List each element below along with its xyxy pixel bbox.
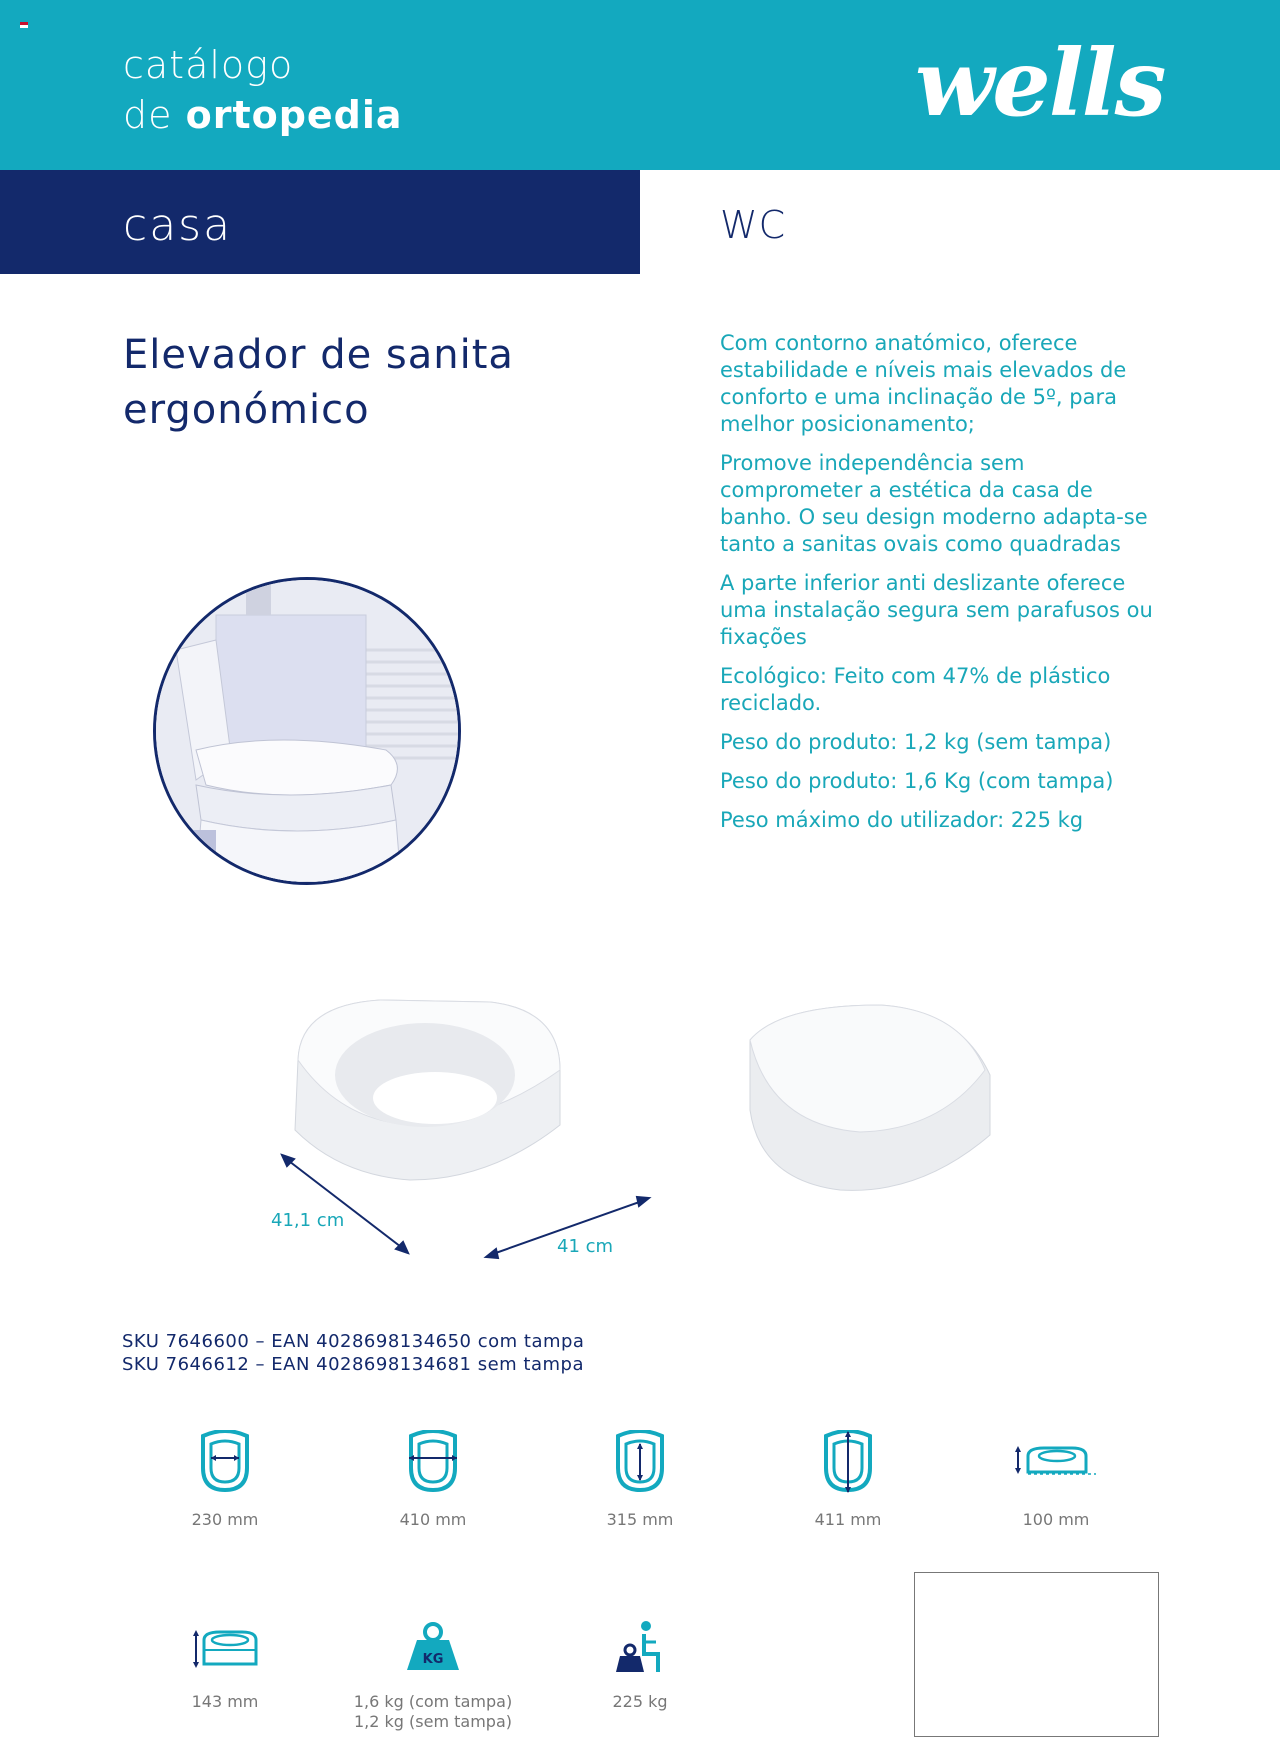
description-paragraph: Promove independência sem comprometer a estética da casa de banho. O seu design moderno adapta-se tanto a sanitas ovais como quadradas bbox=[720, 451, 1148, 556]
description-paragraph: Com contorno anatómico, oferece estabilidade e níveis mais elevados de conforto e uma inclinação de 5º, para melhor posicionamento; bbox=[720, 331, 1127, 436]
description-paragraph: Ecológico: Feito com 47% de plástico reciclado. bbox=[720, 664, 1111, 715]
spec-label: 143 mm bbox=[191, 1692, 259, 1711]
dimension-label-depth: 41,1 cm bbox=[271, 1210, 345, 1231]
outer-width-icon bbox=[403, 1430, 463, 1494]
spec-label: 410 mm bbox=[399, 1510, 467, 1529]
spec-label: 100 mm bbox=[1022, 1510, 1090, 1529]
spec-height-rear bbox=[135, 1620, 315, 1712]
subsection-title: WC bbox=[720, 203, 787, 247]
product-title-line-1: Elevador de sanita bbox=[123, 332, 514, 378]
product-renders bbox=[260, 980, 1100, 1280]
product-title-line-2: ergonómico bbox=[123, 387, 370, 433]
spec-label bbox=[343, 1692, 523, 1732]
catalog-title bbox=[123, 40, 403, 140]
spec-label: 411 mm bbox=[814, 1510, 882, 1529]
product-description bbox=[720, 330, 1160, 846]
catalog-line-1: catálogo bbox=[123, 43, 294, 87]
description-paragraph: A parte inferior anti deslizante oferece uma instalação segura sem parafusos ou fixações bbox=[720, 571, 1153, 649]
spec-weight bbox=[343, 1620, 523, 1732]
spec-label-line-2: 1,2 kg (sem tampa) bbox=[354, 1712, 512, 1731]
spec-label: 230 mm bbox=[191, 1510, 259, 1529]
riser-without-lid bbox=[295, 1000, 560, 1180]
weight-icon bbox=[405, 1620, 461, 1676]
description-paragraph: Peso máximo do utilizador: 225 kg bbox=[720, 808, 1084, 832]
height-front-icon bbox=[1014, 1430, 1098, 1494]
dimension-label-width: 41 cm bbox=[557, 1236, 614, 1257]
lifestyle-photo bbox=[153, 577, 461, 885]
sku-info bbox=[122, 1330, 584, 1376]
inner-width-icon bbox=[195, 1430, 255, 1494]
sku-line-1: SKU 7646600 – EAN 4028698134650 com tampa bbox=[122, 1331, 585, 1352]
spec-max-user-weight bbox=[550, 1620, 730, 1712]
max-user-weight-icon bbox=[612, 1620, 668, 1676]
spec-inner-width bbox=[135, 1430, 315, 1530]
spec-label-line-1: 1,6 kg (com tampa) bbox=[353, 1692, 513, 1711]
riser-with-lid bbox=[750, 1005, 990, 1190]
product-title bbox=[123, 328, 603, 438]
weight-icon-text: KG bbox=[422, 1652, 444, 1667]
spec-label: 315 mm bbox=[606, 1510, 674, 1529]
spec-height-front bbox=[966, 1430, 1146, 1530]
spec-label: 225 kg bbox=[612, 1692, 668, 1711]
brand-logo: wells bbox=[915, 29, 1165, 137]
outer-length-icon bbox=[818, 1430, 878, 1494]
spec-outer-width bbox=[343, 1430, 523, 1530]
product-images bbox=[260, 980, 1100, 1280]
empty-frame bbox=[914, 1572, 1159, 1737]
description-paragraph: Peso do produto: 1,6 Kg (com tampa) bbox=[720, 769, 1114, 793]
height-rear-icon bbox=[190, 1620, 260, 1676]
section-bar bbox=[0, 170, 640, 274]
inner-length-icon bbox=[610, 1430, 670, 1494]
catalog-bold: ortopedia bbox=[185, 93, 403, 137]
toilet-photo-illustration bbox=[156, 580, 458, 882]
spec-inner-length bbox=[550, 1430, 730, 1530]
sku-line-2: SKU 7646612 – EAN 4028698134681 sem tampa bbox=[122, 1354, 585, 1375]
flag-icon bbox=[20, 22, 28, 28]
description-paragraph: Peso do produto: 1,2 kg (sem tampa) bbox=[720, 730, 1112, 754]
catalog-line-2: de ortopedia bbox=[123, 93, 403, 137]
spec-outer-length bbox=[758, 1430, 938, 1530]
section-title: casa bbox=[123, 200, 233, 251]
